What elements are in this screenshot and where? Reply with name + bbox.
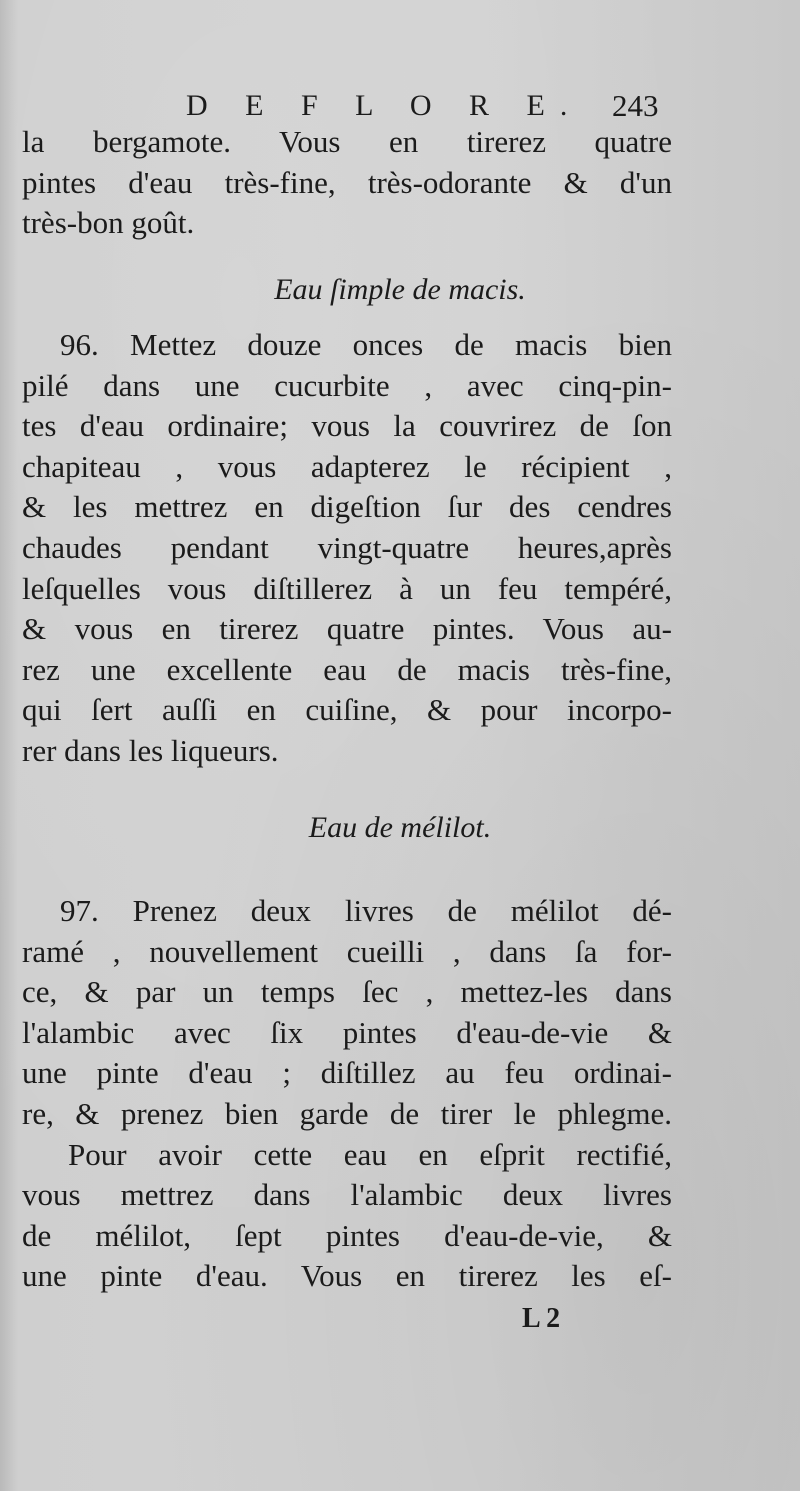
text-line: ce, & par un temps ſec , mettez-les dans bbox=[22, 974, 672, 1010]
text-line: pintes d'eau très-fine, très-odorante & d'un bbox=[22, 164, 672, 200]
text-line: & vous en tirerez quatre pintes. Vous au- bbox=[22, 611, 672, 647]
text-line: vous mettrez dans l'alambic deux livres bbox=[22, 1177, 672, 1213]
continuation-paragraph bbox=[22, 122, 672, 244]
text-line: rer dans les liqueurs. bbox=[22, 732, 279, 768]
text-line: l'alambic avec ſix pintes d'eau-de-vie & bbox=[22, 1014, 672, 1050]
signature-mark: L 2 bbox=[522, 1303, 561, 1334]
running-head bbox=[0, 86, 800, 126]
section-heading-macis: Eau ſimple de macis. bbox=[274, 273, 526, 306]
text-line: une pinte d'eau. Vous en tirerez les eſ- bbox=[22, 1258, 672, 1294]
text-line: une pinte d'eau ; diſtillez au feu ordinai- bbox=[22, 1055, 672, 1091]
text-line: leſquelles vous diſtillerez à un feu tempéré, bbox=[22, 570, 672, 606]
text-line: chapiteau , vous adapterez le récipient , bbox=[22, 448, 672, 484]
text-line: Pour avoir cette eau en eſprit rectifié, bbox=[68, 1136, 672, 1172]
text-line: 97. Prenez deux livres de mélilot dé- bbox=[60, 893, 672, 928]
running-title: D E F L O R E. bbox=[186, 89, 583, 122]
page-number: 243 bbox=[612, 88, 659, 123]
text-line: re, & prenez bien garde de tirer le phlegme. bbox=[22, 1095, 672, 1131]
text-line: ramé , nouvellement cueilli , dans ſa for- bbox=[22, 933, 672, 969]
text-line: la bergamote. Vous en tirerez quatre bbox=[22, 124, 672, 159]
text-line: 96. Mettez douze onces de macis bien bbox=[60, 327, 672, 362]
text-line: qui ſert auſſi en cuiſine, & pour incorpo- bbox=[22, 692, 672, 728]
text-line: rez une excellente eau de macis très-fine, bbox=[22, 651, 672, 687]
paragraph-macis bbox=[22, 325, 672, 772]
text-line: tes d'eau ordinaire; vous la couvrirez de ſon bbox=[22, 408, 672, 444]
text-line: très-bon goût. bbox=[22, 205, 195, 241]
section-heading-melilot: Eau de mélilot. bbox=[308, 811, 492, 844]
paragraph-melilot bbox=[22, 891, 672, 1297]
text-line: & les mettrez en digeſtion ſur des cendres bbox=[22, 489, 672, 525]
text-line: de mélilot, ſept pintes d'eau-de-vie, & bbox=[22, 1217, 672, 1253]
text-line: chaudes pendant vingt-quatre heures,après bbox=[22, 529, 672, 565]
text-line: pilé dans une cucurbite , avec cinq-pin- bbox=[22, 367, 672, 403]
